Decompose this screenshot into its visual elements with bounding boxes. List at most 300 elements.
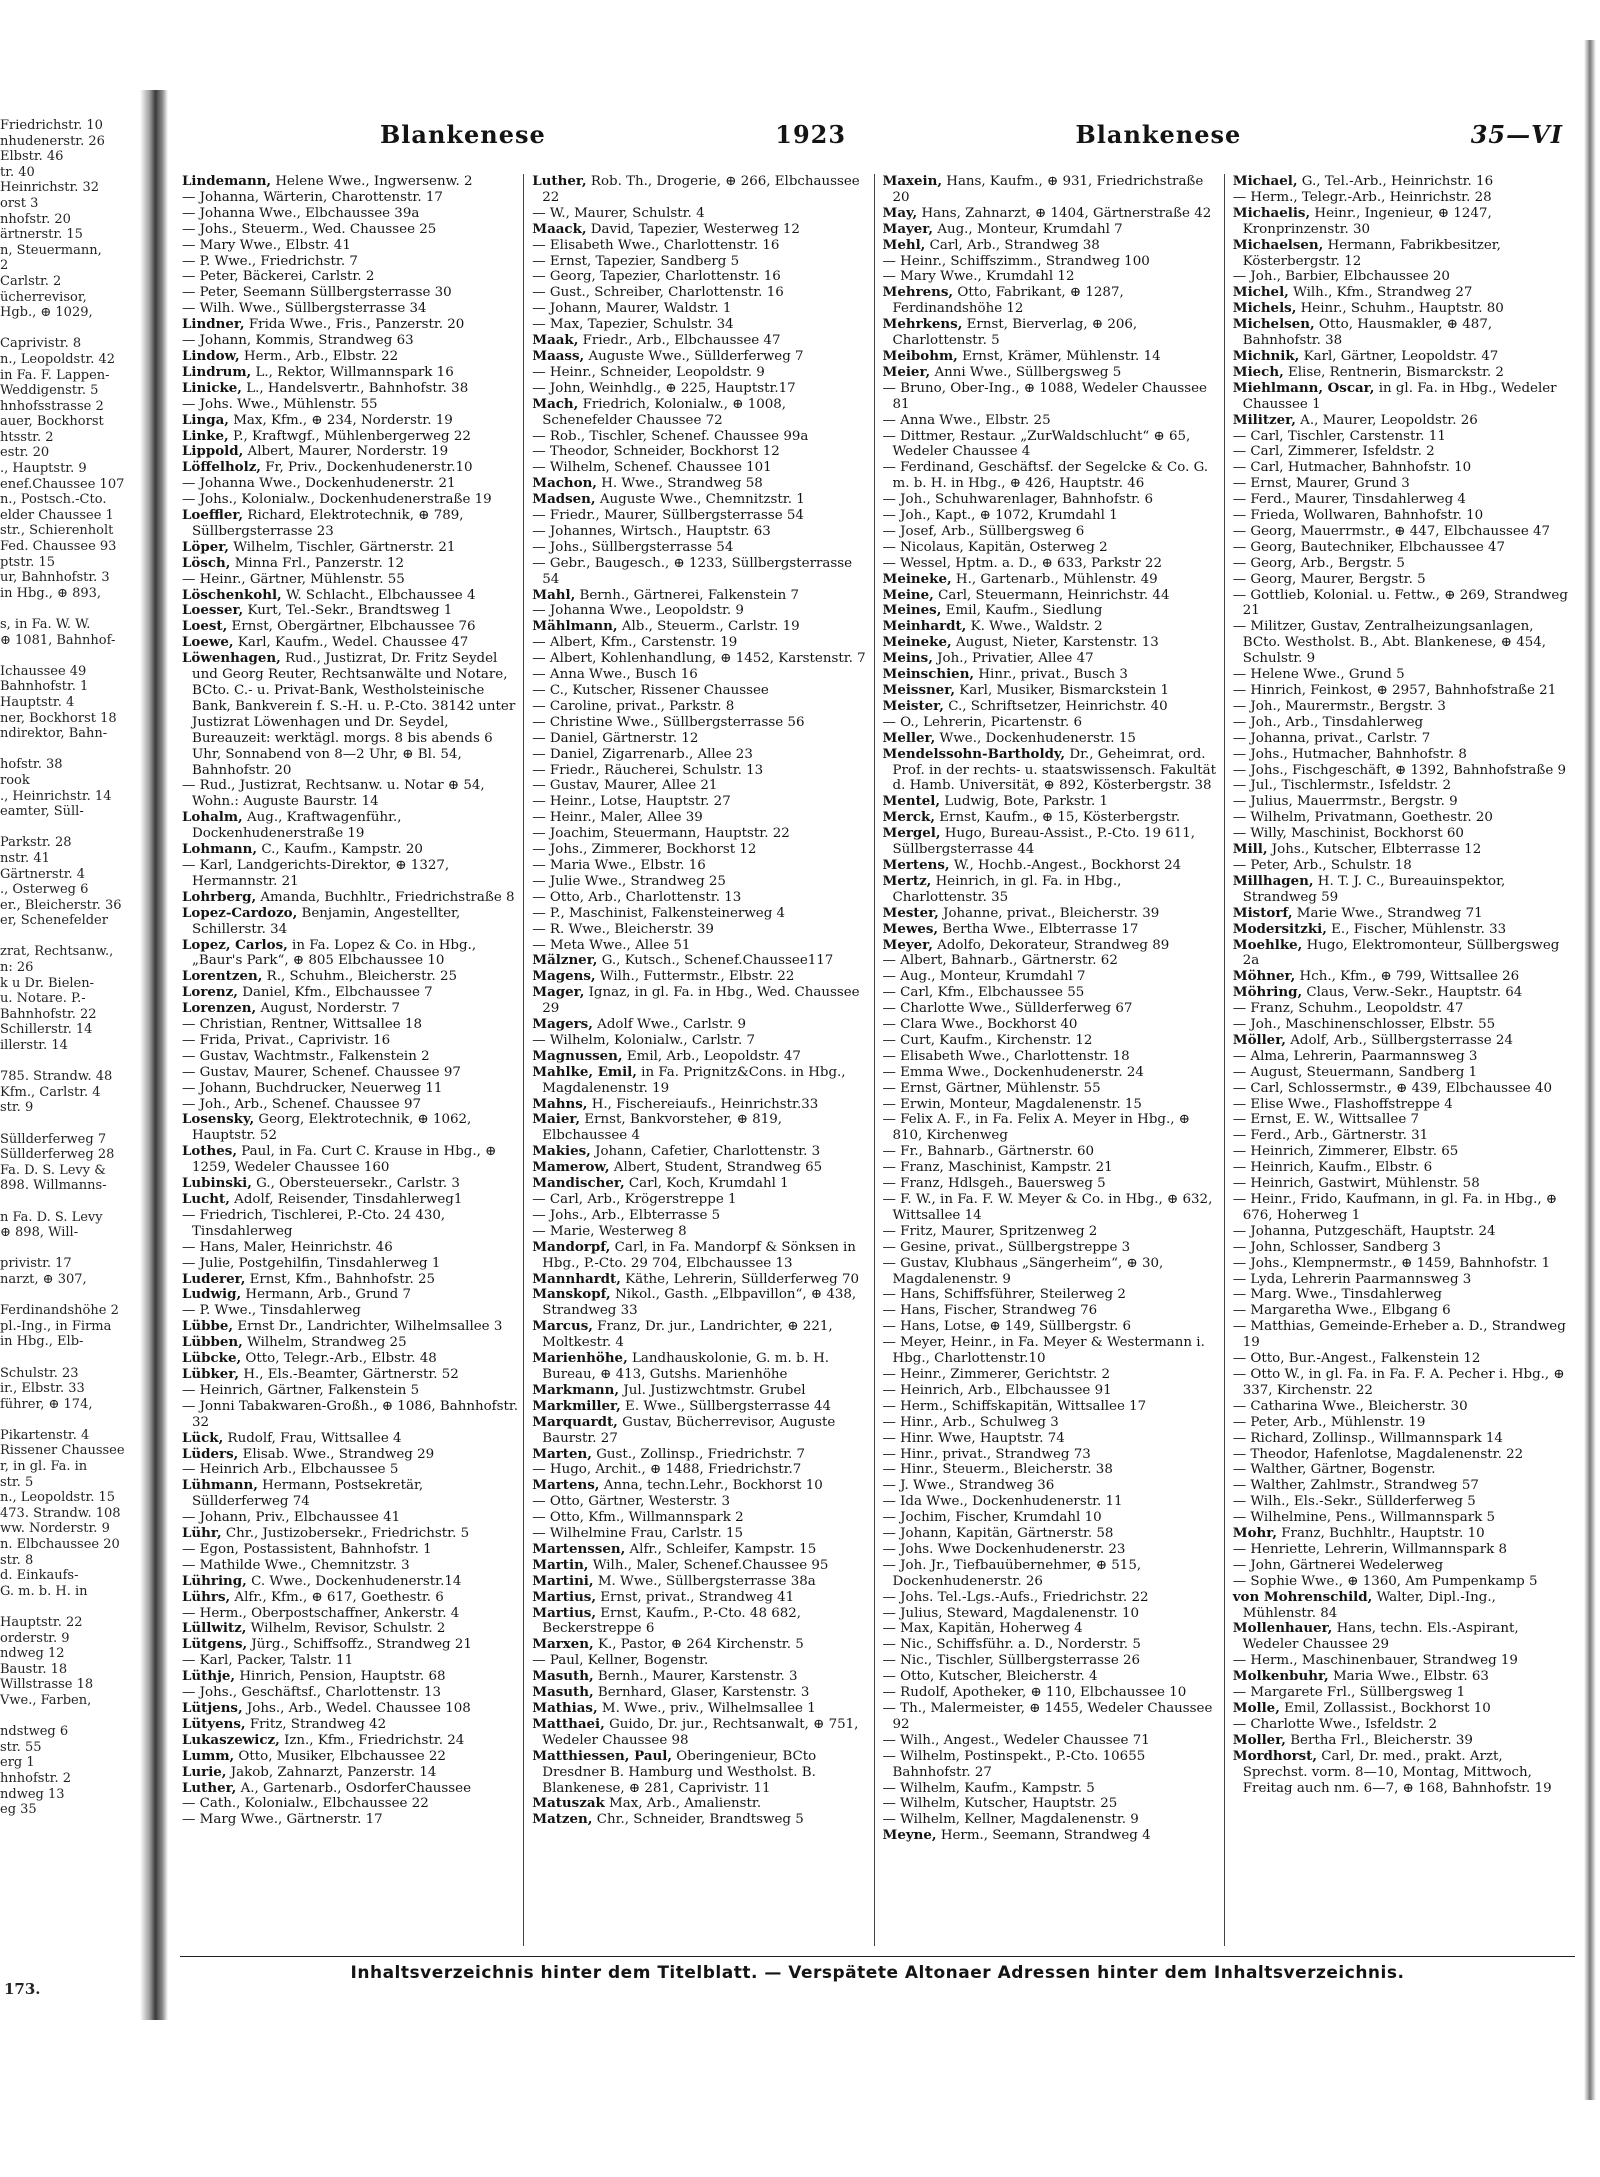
facing-page-line: orderstr. 9 — [0, 1630, 70, 1646]
directory-entry — [532, 349, 868, 365]
entry-surname: Martini, — [532, 1572, 594, 1589]
directory-entry — [1233, 1287, 1570, 1303]
directory-entry — [883, 747, 1219, 795]
directory-entry — [532, 1478, 868, 1494]
facing-page-line — [0, 1709, 140, 1725]
entry-surname: Michaelis, — [1232, 204, 1311, 221]
entry-surname: Lühring, — [182, 1572, 247, 1589]
entry-details: — Matthias, Gemeinde-Erheber a. D., Strandweg 19 — [1232, 1319, 1566, 1351]
directory-entry — [883, 906, 1219, 922]
entry-details: — Rudolf, Apotheker, ⊕ 110, Elbchaussee 10 — [882, 1685, 1187, 1701]
entry-details: — Joh., Barbier, Elbchaussee 20 — [1232, 269, 1450, 285]
facing-page-line: str. 55 — [0, 1739, 42, 1755]
directory-entry — [532, 1240, 868, 1272]
entry-surname: Moller, — [1232, 1731, 1286, 1748]
entry-surname: Maier, — [532, 1111, 581, 1128]
directory-entry — [883, 874, 1219, 906]
entry-details: — Herm., Maschinenbauer, Strandweg 19 — [1232, 1653, 1518, 1669]
entry-details: — Johs., Geschäftsf., Charlottenstr. 13 — [182, 1685, 442, 1701]
facing-page-line: nhofstr. 20 — [0, 211, 71, 227]
entry-details: — P., Maschinist, Falkensteinerweg 4 — [532, 905, 786, 921]
entry-details: Hugo, Elektromonteur, Süllbergsweg 2a — [1242, 937, 1560, 969]
directory-entry — [883, 365, 1219, 381]
facing-page-line: Baustr. 18 — [0, 1661, 68, 1677]
directory-entry — [1233, 1112, 1570, 1128]
directory-entry — [1233, 1701, 1570, 1717]
entry-details: Hinrich, Pension, Hauptstr. 68 — [239, 1669, 446, 1685]
entry-surname: Machon, — [532, 475, 597, 492]
entry-details: Kurt, Tel.-Sekr., Brandtsweg 1 — [247, 603, 453, 619]
entry-details: H., Fischereiaufs., Heinrichstr.33 — [591, 1096, 819, 1112]
directory-entry — [883, 1144, 1219, 1160]
entry-details: Hch., Kfm., ⊕ 799, Wittsallee 26 — [1299, 969, 1520, 985]
entry-surname: Magens, — [532, 968, 596, 985]
entry-details: — Heinr., Frido, Kaufmann, in gl. Fa. in Hbg., ⊕ 676, Hoherweg 1 — [1232, 1192, 1558, 1223]
directory-entry — [883, 460, 1219, 492]
facing-page-line: Hgb., ⊕ 1029, — [0, 305, 93, 321]
facing-page-line: str. 5 — [0, 1474, 34, 1490]
directory-entry — [532, 985, 868, 1017]
entry-details: — Johanna, Wärterin, Charottenstr. 17 — [182, 189, 443, 205]
entry-details: Fr, Priv., Dockenhudenerstr.10 — [265, 460, 473, 476]
directory-entry — [1233, 810, 1570, 826]
entry-details: — Hinr., Arb., Schulweg 3 — [882, 1414, 1059, 1430]
entry-surname: Magnussen, — [532, 1047, 623, 1064]
entry-surname: Meissner, — [882, 682, 956, 698]
entry-surname: Mathias, — [532, 1700, 598, 1716]
directory-entry — [883, 524, 1219, 540]
directory-entry — [883, 699, 1219, 715]
entry-details: Albert, Student, Strandweg 65 — [613, 1160, 823, 1176]
entry-details: — Wilhelm, Kutscher, Hauptstr. 25 — [882, 1796, 1118, 1812]
directory-entry — [1233, 1017, 1570, 1033]
directory-entry — [883, 1367, 1219, 1383]
entry-details: — Felix A. F., in Fa. Felix A. Meyer in Hbg., ⊕ 810, Kirchenweg — [882, 1112, 1190, 1144]
entry-surname: Mehrkens, — [882, 316, 963, 333]
directory-entry — [883, 254, 1219, 270]
directory-entry — [182, 1542, 518, 1558]
entry-details: Fritz, Strandweg 42 — [249, 1716, 387, 1732]
directory-entry — [883, 794, 1219, 810]
entry-surname: Magers, — [532, 1016, 593, 1033]
entry-surname: Lühmann, — [182, 1477, 258, 1494]
entry-details: in Fa. Prignitz&Cons. in Hbg., Magdalenenstr. 19 — [542, 1064, 846, 1096]
directory-entry — [1233, 317, 1570, 349]
directory-entry — [883, 1606, 1219, 1622]
directory-entry — [1233, 1319, 1570, 1351]
facing-page-line: Elbstr. 46 — [0, 149, 64, 165]
entry-surname: Lütjens, — [182, 1700, 243, 1716]
entry-surname: Meine, — [882, 586, 934, 603]
directory-entry — [532, 365, 868, 381]
directory-entry — [182, 285, 518, 301]
entry-surname: Michel, — [1232, 284, 1289, 301]
entry-surname: Marienhöhe, — [532, 1350, 628, 1367]
entry-details: — Johs. Wwe., Mühlenstr. 55 — [182, 396, 378, 412]
facing-page-line: str. 9 — [0, 1100, 34, 1116]
entry-surname: Meyer, — [882, 936, 933, 953]
entry-details: — Herm., Oberpostschaffner, Ankerstr. 4 — [182, 1605, 460, 1621]
entry-surname: Meineke, — [882, 634, 952, 651]
entry-details: Friedrich, Kolonialw., ⊕ 1008, Schenefelder Chaussee 72 — [542, 396, 787, 428]
entry-details: — Anna Wwe., Busch 16 — [532, 667, 698, 683]
directory-entry — [1233, 1256, 1570, 1272]
entry-details: — John, Schlosser, Sandberg 3 — [1232, 1239, 1441, 1255]
entry-surname: Martius, — [532, 1604, 597, 1621]
directory-entry — [532, 906, 868, 922]
directory-entry — [182, 1637, 518, 1653]
entry-surname: Lühr, — [182, 1525, 222, 1542]
directory-entry — [1233, 1653, 1570, 1669]
directory-entry — [182, 1812, 518, 1828]
directory-entry — [1233, 1447, 1570, 1463]
entry-details: Adolf Wwe., Carlstr. 9 — [597, 1017, 747, 1033]
entry-surname: Markmann, — [532, 1381, 620, 1398]
entry-details: Ernst, Krämer, Mühlenstr. 14 — [962, 348, 1161, 364]
facing-page-line: in Hbg., ⊕ 893, — [0, 585, 102, 601]
entry-details: — Friedr., Räucherei, Schulstr. 13 — [532, 762, 764, 778]
entry-details: — Hans, Maler, Heinrichstr. 46 — [182, 1239, 393, 1255]
directory-entry — [883, 1637, 1219, 1653]
facing-page-line: ww. Norderstr. 9 — [0, 1521, 110, 1537]
directory-entry — [883, 508, 1219, 524]
entry-details: Bernh., Maurer, Karstenstr. 3 — [597, 1669, 798, 1685]
entry-details: — Ernst, Tapezier, Sandberg 5 — [532, 253, 740, 269]
directory-entry — [883, 1733, 1219, 1749]
facing-page-line: hnhofsstrasse 2 — [0, 398, 104, 414]
entry-details: — Johs., Steuerm., Wed. Chaussee 25 — [182, 221, 437, 237]
entry-details: August, Nieter, Karstenstr. 13 — [955, 635, 1159, 651]
directory-entry — [532, 397, 868, 429]
directory-entry — [182, 254, 518, 270]
entry-details: — Jochim, Fischer, Krumdahl 10 — [882, 1510, 1102, 1526]
directory-entry — [182, 969, 518, 985]
directory-entry — [883, 1049, 1219, 1065]
entry-details: — Frieda, Wollwaren, Bahnhofstr. 10 — [1232, 508, 1484, 524]
entry-details: — Joh., Maschinenschlosser, Elbstr. 55 — [1232, 1017, 1496, 1033]
directory-entry — [182, 1017, 518, 1033]
directory-entry — [532, 540, 868, 556]
directory-entry — [1233, 1510, 1570, 1526]
entry-surname: Markmiller, — [532, 1397, 621, 1414]
directory-entry — [532, 699, 868, 715]
facing-page-line: Süllderferweg 28 — [0, 1147, 115, 1163]
entry-surname: Mill, — [1232, 841, 1268, 858]
directory-entry — [883, 922, 1219, 938]
directory-entry — [182, 938, 518, 970]
directory-entry — [883, 953, 1219, 969]
directory-entry — [883, 1240, 1219, 1256]
entry-surname: Lopez-Cardozo, — [182, 904, 298, 921]
entry-surname: Mertens, — [882, 856, 950, 873]
directory-entry — [532, 922, 868, 938]
directory-entry — [883, 1510, 1219, 1526]
facing-page-line: nstr. 41 — [0, 850, 50, 866]
directory-entry — [1233, 699, 1570, 715]
entry-surname: Luther, — [182, 1779, 237, 1796]
directory-entry — [532, 635, 868, 651]
facing-page-line: Fed. Chaussee 93 — [0, 539, 117, 555]
directory-entry — [1233, 1621, 1570, 1653]
entry-surname: Mandorpf, — [532, 1238, 611, 1255]
header-year: 1923 — [775, 119, 847, 149]
directory-entry — [532, 476, 868, 492]
entry-surname: Mälzner, — [532, 952, 598, 969]
facing-page-line: 785. Strandw. 48 — [0, 1069, 113, 1085]
entry-details: Ernst Dr., Landrichter, Wilhelmsallee 3 — [237, 1319, 503, 1335]
entry-surname: Lubinski, — [182, 1175, 252, 1192]
entry-details: Anna, techn.Lehr., Bockhorst 10 — [603, 1478, 823, 1494]
directory-entry — [1233, 1431, 1570, 1447]
facing-page-line: eamter, Süll- — [0, 804, 84, 820]
entry-details: Karl, Kaufm., Wedel. Chaussee 47 — [237, 635, 469, 651]
entry-details: C. Wwe., Dockenhudenerstr.14 — [251, 1573, 462, 1589]
entry-details: — Otto, Bur.-Angest., Falkenstein 12 — [1232, 1351, 1481, 1367]
entry-surname: Möhner, — [1232, 968, 1296, 985]
directory-entry — [532, 444, 868, 460]
entry-details: — Carl, Schlossermstr., ⊕ 439, Elbchaussee 40 — [1232, 1080, 1552, 1096]
entry-details: — Peter, Seemann Süllbergsterrasse 30 — [182, 285, 452, 301]
directory-entry — [1233, 969, 1570, 985]
entry-details: in gl. Fa. in Hbg., Wedeler Chaussee 1 — [1242, 380, 1557, 412]
entry-details: Dr., Geheimrat, ord. Prof. in der rechts- u. staatswissensch. Fakultät d. Hamb. Universität, ⊕ 892, Kösterbergstr. 38 — [892, 746, 1217, 794]
entry-surname: Lorenzen, — [182, 1000, 257, 1017]
facing-page-line: n, Steuermann, — [0, 242, 102, 258]
directory-entry — [883, 619, 1219, 635]
entry-surname: Meines, — [882, 602, 942, 619]
entry-details: Gustav, Bücherrevisor, Auguste Baurstr. 27 — [542, 1414, 836, 1446]
entry-details: Nikol., Gasth. „Elbpavillon“, ⊕ 438, Strandweg 33 — [542, 1287, 857, 1319]
directory-entry — [532, 1462, 868, 1478]
header-right-locality: Blankenese — [1075, 119, 1242, 149]
page-edge — [1584, 40, 1596, 2100]
directory-entry — [883, 1319, 1219, 1335]
facing-page-line: Vwe., Farben, — [0, 1692, 92, 1708]
entry-surname: Miech, — [1232, 363, 1284, 380]
entry-surname: Lohrberg, — [182, 888, 257, 905]
facing-page-line: in Hbg., Elb- — [0, 1334, 84, 1350]
entry-details: Franz, Dr. jur., Landrichter, ⊕ 221, Moltkestr. 4 — [542, 1319, 833, 1351]
entry-details: Max, Kfm., ⊕ 234, Norderstr. 19 — [233, 412, 453, 428]
directory-entry — [182, 1272, 518, 1288]
directory-entry — [883, 1097, 1219, 1113]
entry-details: — Johanna Wwe., Dockenhudenerstr. 21 — [182, 476, 456, 492]
directory-entry — [182, 985, 518, 1001]
entry-details: Wilhelm, Strandweg 25 — [247, 1335, 407, 1351]
facing-page-line: ⊕ 1081, Bahnhof- — [0, 632, 116, 648]
directory-entry — [1233, 1542, 1570, 1558]
facing-page-line — [0, 1412, 140, 1428]
directory-entry — [532, 1065, 868, 1097]
directory-entry — [182, 1319, 518, 1335]
facing-page-line: Caprivistr. 8 — [0, 336, 82, 352]
facing-page-line: 2 — [0, 258, 9, 274]
entry-surname: Michels, — [1232, 300, 1297, 317]
facing-page-line: Parkstr. 28 — [0, 835, 72, 851]
entry-details: Amanda, Buchhltr., Friedrichstraße 8 — [260, 889, 515, 905]
entry-details: Johanne, privat., Bleicherstr. 39 — [943, 905, 1160, 921]
directory-entry — [883, 1017, 1219, 1033]
directory-entry — [182, 778, 518, 810]
entry-details: — Wilh., Angest., Wedeler Chaussee 71 — [882, 1732, 1150, 1748]
entry-details: — Joh., Arb., Schenef. Chaussee 97 — [182, 1096, 422, 1112]
facing-page-line: n., Leopoldstr. 15 — [0, 1490, 116, 1506]
entry-details: — Jonni Tabakwaren-Großh., ⊕ 1086, Bahnhofstr. 32 — [182, 1398, 519, 1430]
directory-entry — [883, 1415, 1219, 1431]
directory-entry — [532, 1017, 868, 1033]
entry-details: — John, Weinhdlg., ⊕ 225, Hauptstr.17 — [532, 380, 796, 396]
entry-details: — W., Maurer, Schulstr. 4 — [532, 205, 705, 221]
directory-entry — [883, 1590, 1219, 1606]
directory-entry — [883, 1462, 1219, 1478]
directory-entry — [532, 556, 868, 588]
entry-details: — Johann, Kapitän, Gärtnerstr. 58 — [882, 1526, 1114, 1542]
directory-entry — [532, 938, 868, 954]
entry-details: — Caroline, privat., Parkstr. 8 — [532, 698, 735, 714]
entry-details: — Gust., Schreiber, Charlottenstr. 16 — [532, 285, 784, 301]
facing-page-line: ärtnerstr. 15 — [0, 227, 83, 243]
entry-surname: Linga, — [182, 411, 229, 428]
entry-details: — Christian, Rentner, Wittsallee 18 — [182, 1017, 422, 1033]
directory-entry — [883, 1653, 1219, 1669]
entry-surname: Mohr, — [1232, 1525, 1277, 1542]
directory-entry — [182, 1447, 518, 1463]
directory-entry — [532, 1192, 868, 1208]
entry-surname: May, — [882, 204, 918, 221]
entry-details: Ernst, Obergärtner, Elbchaussee 76 — [231, 619, 476, 635]
directory-entry — [1233, 858, 1570, 874]
facing-page-line: 473. Strandw. 108 — [0, 1505, 121, 1521]
entry-details: — Heinr., Lotse, Hauptstr. 27 — [532, 794, 731, 810]
directory-entry — [1233, 349, 1570, 365]
directory-entry — [1233, 906, 1570, 922]
entry-details: — Marg Wwe., Gärtnerstr. 17 — [182, 1812, 383, 1828]
directory-entry — [883, 1812, 1219, 1828]
directory-entry — [883, 1701, 1219, 1733]
entry-details: Gust., Zollinsp., Friedrichstr. 7 — [596, 1446, 806, 1462]
directory-entry — [1233, 938, 1570, 970]
entry-details: — Joh., Maurermstr., Bergstr. 3 — [1232, 698, 1446, 714]
entry-details: A., Maurer, Leopoldstr. 26 — [1300, 412, 1478, 428]
entry-surname: Makies, — [532, 1143, 591, 1160]
directory-entry — [883, 222, 1219, 238]
entry-details: — P. Wwe., Friedrichstr. 7 — [182, 253, 358, 269]
entry-details: Bertha Frl., Bleicherstr. 39 — [1290, 1732, 1473, 1748]
entry-details: — Theodor, Hafenlotse, Magdalenenstr. 22 — [1232, 1446, 1524, 1462]
entry-details: Alb., Steuerm., Carlstr. 19 — [621, 619, 800, 635]
directory-entry — [532, 524, 868, 540]
directory-entry — [1233, 1001, 1570, 1017]
entry-surname: Meineke, — [882, 570, 952, 587]
directory-entry — [883, 429, 1219, 461]
directory-entry — [883, 588, 1219, 604]
entry-surname: Mager, — [532, 984, 585, 1001]
entry-details: — Meta Wwe., Allee 51 — [532, 937, 691, 953]
entry-details: Emil, Arb., Leopoldstr. 47 — [626, 1048, 801, 1064]
directory-entry — [182, 635, 518, 651]
entry-surname: Maass, — [532, 347, 585, 364]
entry-details: Elisab. Wwe., Strandweg 29 — [242, 1446, 435, 1462]
entry-details: Wilh., Futtermstr., Elbstr. 22 — [599, 969, 795, 985]
entry-surname: Mahns, — [532, 1095, 588, 1112]
directory-entry — [1233, 1717, 1570, 1733]
directory-entry — [883, 1081, 1219, 1097]
entry-surname: Meibohm, — [882, 347, 958, 364]
directory-entry — [532, 667, 868, 683]
directory-entry — [1233, 365, 1570, 381]
facing-page-line: ⊕ 898, Will- — [0, 1225, 79, 1241]
entry-details: Karl, Musiker, Bismarckstein 1 — [959, 683, 1169, 698]
entry-details: Otto, Fabrikant, ⊕ 1287, Ferdinandshöhe 12 — [892, 285, 1124, 317]
entry-details: Ernst, Kaufm., ⊕ 15, Kösterbergstr. — [939, 810, 1181, 826]
directory-entry — [532, 1574, 868, 1590]
entry-details: Claus, Verw.-Sekr., Hauptstr. 64 — [1306, 985, 1523, 1001]
entry-details: — Johann, Maurer, Waldstr. 1 — [532, 301, 732, 317]
directory-entry — [883, 651, 1219, 667]
entry-details: — Johann, Kommis, Strandweg 63 — [182, 333, 414, 349]
directory-entry — [883, 413, 1219, 429]
facing-page-line: ir., Elbstr. 33 — [0, 1381, 85, 1397]
facing-page-line: orst 3 — [0, 195, 39, 211]
entry-details: Auguste Wwe., Süllderferweg 7 — [588, 348, 804, 364]
entry-details: — Heinrich, Gastwirt, Mühlenstr. 58 — [1232, 1176, 1480, 1192]
entry-details: Frida Wwe., Fris., Panzerstr. 20 — [248, 317, 465, 333]
entry-details: — Peter, Arb., Schulstr. 18 — [1232, 857, 1412, 873]
entry-details: Hugo, Bureau-Assist., P.-Cto. 19 611, Süllbergsterrasse 44 — [892, 826, 1196, 858]
directory-entry — [532, 1526, 868, 1542]
entry-details: — Heinrich, Kaufm., Elbstr. 6 — [1232, 1160, 1433, 1176]
facing-page-line — [0, 1599, 140, 1615]
entry-surname: Mahlke, Emil, — [532, 1063, 637, 1080]
entry-details: — Helene Wwe., Grund 5 — [1232, 667, 1405, 683]
entry-surname: Maack, — [532, 220, 587, 237]
entry-details: — Aug., Monteur, Krumdahl 7 — [882, 969, 1086, 985]
directory-entry — [532, 285, 868, 301]
entry-details: Wwe., Dockenhudenerstr. 15 — [939, 730, 1136, 746]
entry-details: — Wilh. Wwe., Süllbergsterrasse 34 — [182, 301, 427, 317]
directory-entry — [1233, 1033, 1570, 1049]
directory-entry — [883, 1621, 1219, 1637]
directory-entry — [1233, 763, 1570, 779]
entry-details: Chr., Justizobersekr., Friedrichstr. 5 — [225, 1526, 470, 1542]
directory-entry — [182, 1606, 518, 1622]
directory-entry — [532, 1176, 868, 1192]
entry-details: Anni Wwe., Süllbergsweg 5 — [934, 364, 1122, 380]
entry-details: — Emma Wwe., Dockenhudenerstr. 24 — [882, 1064, 1144, 1080]
directory-entry — [182, 413, 518, 429]
entry-details: Minna Frl., Panzerstr. 12 — [234, 555, 405, 571]
entry-details: — Ernst, Gärtner, Mühlenstr. 55 — [882, 1080, 1101, 1096]
facing-page-line: narzt, ⊕ 307, — [0, 1271, 87, 1287]
entry-surname: Marxen, — [532, 1636, 594, 1653]
entry-surname: Lübben, — [182, 1334, 243, 1351]
directory-entry — [182, 556, 518, 572]
entry-details: Max, Arb., Amalienstr. — [609, 1796, 762, 1812]
directory-entry — [883, 540, 1219, 556]
entry-details: Adolfo, Dekorateur, Strandweg 89 — [937, 937, 1170, 953]
directory-entry — [182, 1208, 518, 1240]
entry-details: L., Handelsvertr., Bahnhofstr. 38 — [246, 380, 469, 396]
directory-entry — [182, 1669, 518, 1685]
entry-details: in Fa. Lopez & Co. in Hbg., „Baur's Park“, ⊕ 805 Elbchaussee 10 — [192, 937, 477, 969]
entry-details: — Meyer, Heinr., in Fa. Meyer & Westermann i. Hbg., Charlottenstr.10 — [882, 1335, 1205, 1367]
entry-surname: Mahl, — [532, 586, 576, 603]
entry-surname: Michael, — [1232, 174, 1298, 189]
entry-details: Heinr., Ingenieur, ⊕ 1247, Kronprinzenstr. 30 — [1242, 205, 1492, 237]
directory-entry — [532, 810, 868, 826]
entry-details: Hans, Kaufm., ⊕ 931, Friedrichstraße 20 — [892, 174, 1204, 205]
entry-details: H., Gartenarb., Mühlenstr. 49 — [955, 571, 1158, 587]
